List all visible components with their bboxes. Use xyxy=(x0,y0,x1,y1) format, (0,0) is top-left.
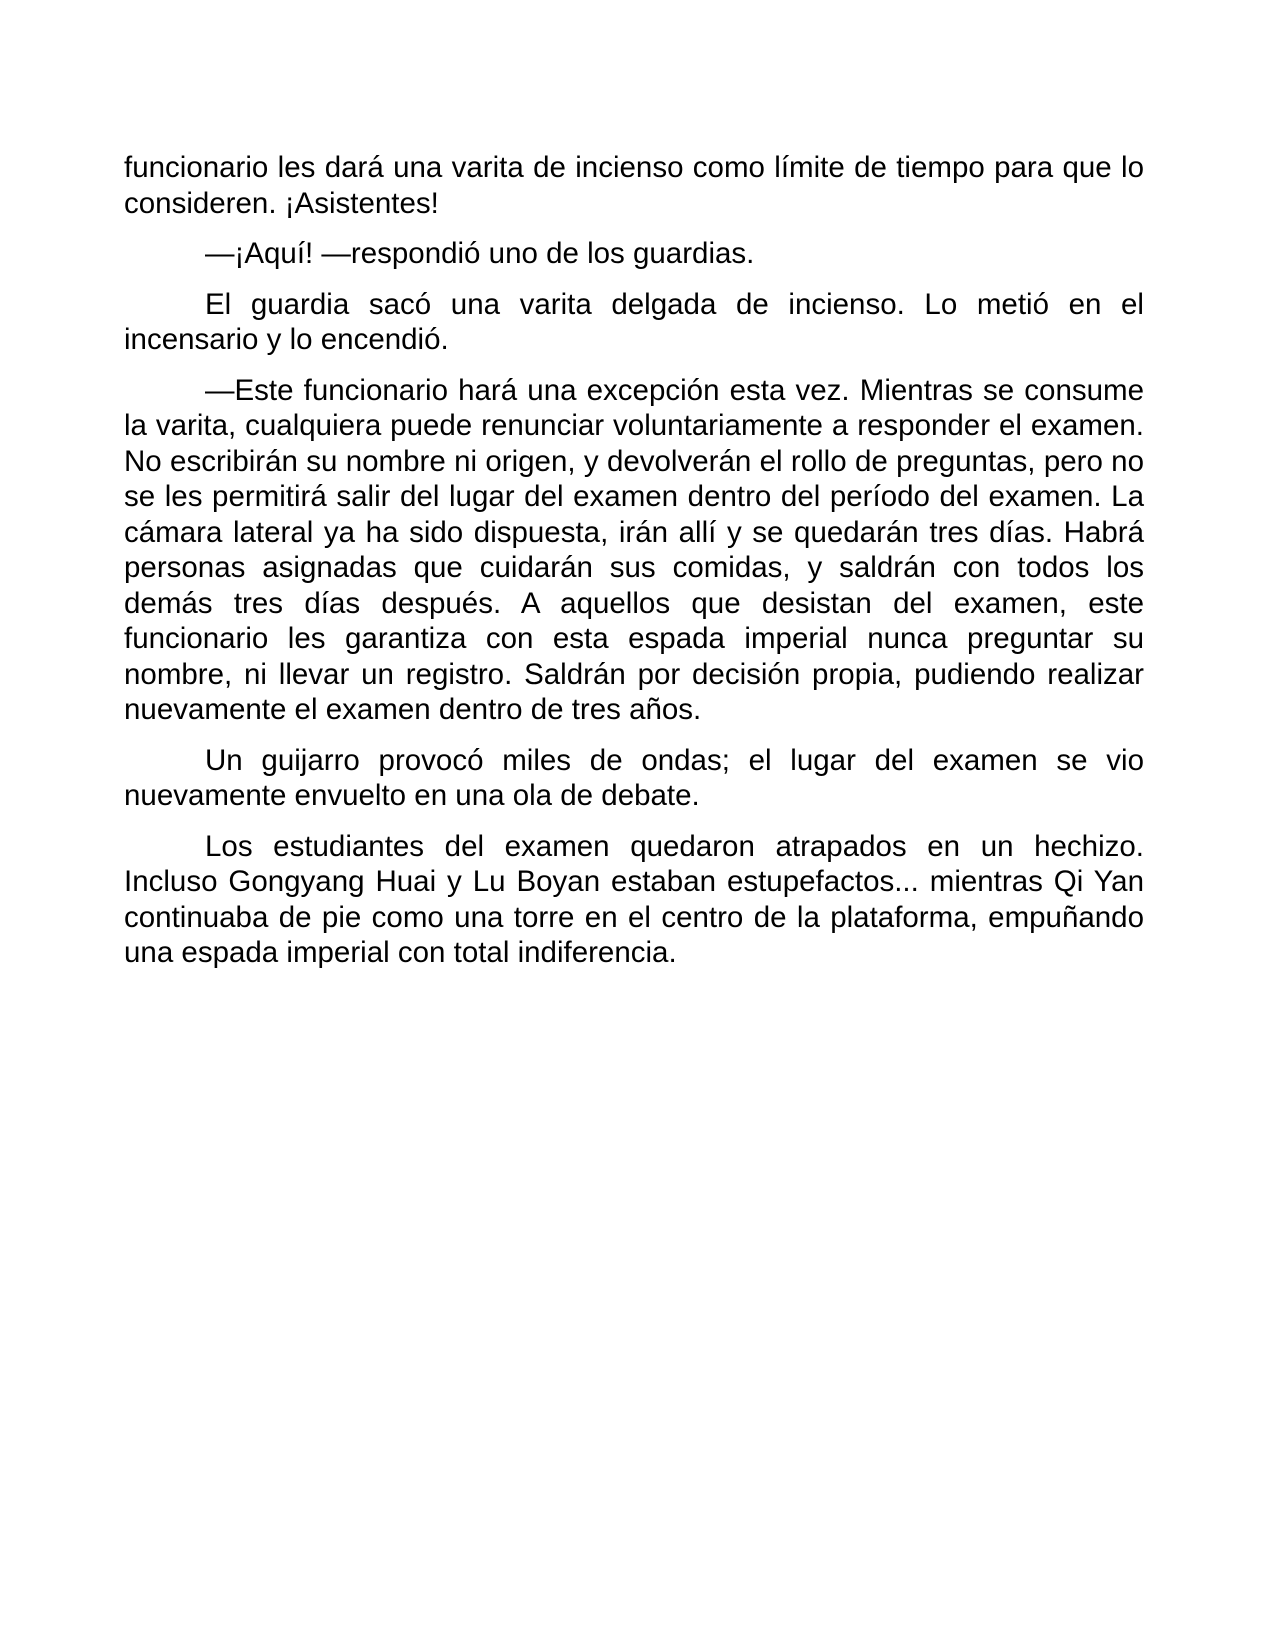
paragraph-5: Un guijarro provocó miles de ondas; el lugar del examen se vio nuevamente envuelto en una ola de debate. xyxy=(124,743,1144,812)
paragraph-1: funcionario les dará una varita de incienso como límite de tiempo para que lo consideren. ¡Asistentes! xyxy=(124,151,1144,220)
paragraph-3: El guardia sacó una varita delgada de incienso. Lo metió en el incensario y lo encendió. xyxy=(124,287,1144,356)
paragraph-4: —Este funcionario hará una excepción esta vez. Mientras se consume la varita, cualquiera puede renunciar voluntariamente a responder el examen. No escribirán su nombre ni origen, y devolverán el rollo de preguntas, pero no se les permitirá salir del lugar del examen dentro del período del examen. La cámara lateral ya ha sido dispuesta, irán allí y se quedarán tres días. Habrá personas asignadas que cuidarán sus comidas, y saldrán con todos los demás tres días después. A aquellos que desistan del examen, este funcionario les garantiza con esta espada imperial nunca preguntar su nombre, ni llevar un registro. Saldrán por decisión propia, pudiendo realizar nuevamente el examen dentro de tres años. xyxy=(124,373,1144,726)
paragraph-6: Los estudiantes del examen quedaron atrapados en un hechizo. Incluso Gongyang Huai y Lu Boyan estaban estupefactos... mientras Qi Yan continuaba de pie como una torre en el centro de la plataforma, empuñando una espada imperial con total indiferencia. xyxy=(124,829,1144,969)
paragraph-2: —¡Aquí! —respondió uno de los guardias. xyxy=(205,237,755,270)
body-text xyxy=(124,150,1144,986)
